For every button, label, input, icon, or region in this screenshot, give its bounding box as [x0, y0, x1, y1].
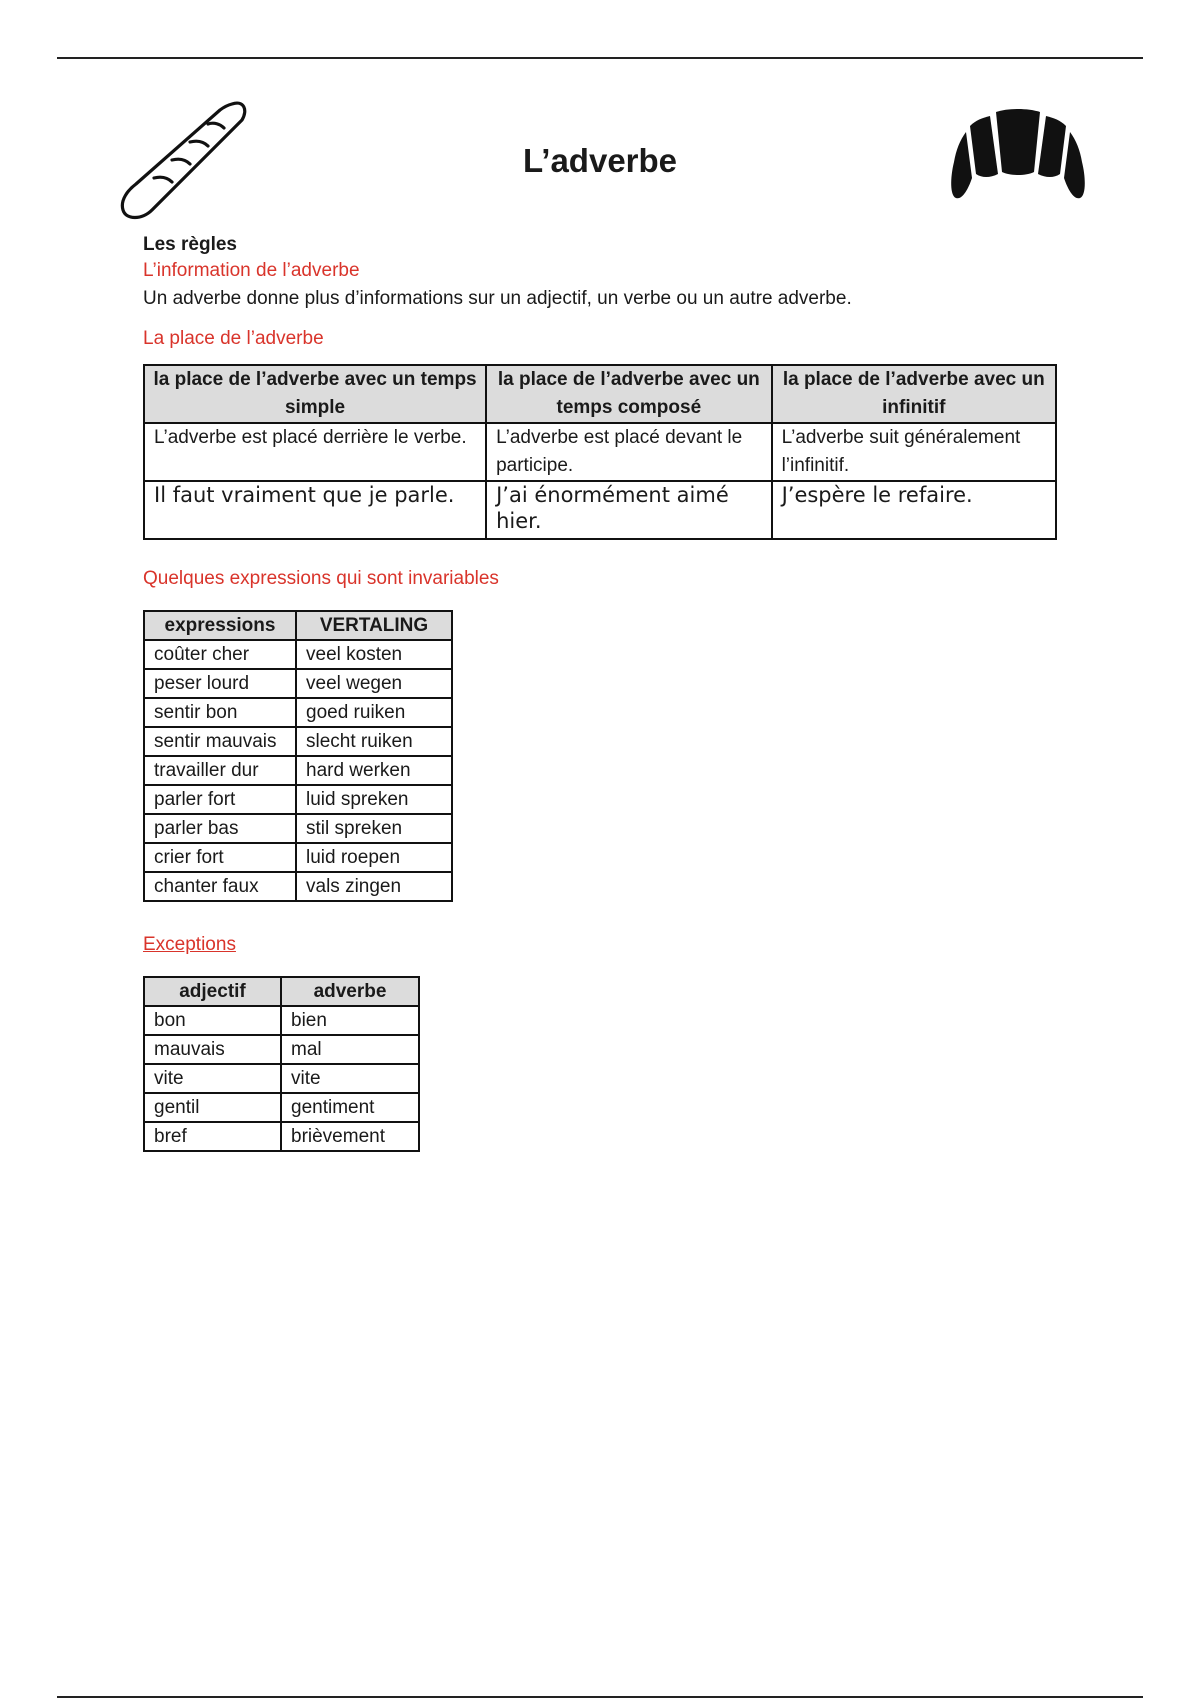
table-cell: L’adverbe est placé devant le participe.	[486, 423, 771, 481]
table-row	[144, 481, 1056, 539]
table-cell: stil spreken	[296, 814, 452, 843]
table-row	[144, 1122, 419, 1151]
table-row	[144, 785, 452, 814]
table-cell: veel wegen	[296, 669, 452, 698]
table-cell: goed ruiken	[296, 698, 452, 727]
table-row	[144, 1093, 419, 1122]
table-row	[144, 843, 452, 872]
table-header-cell: VERTALING	[296, 611, 452, 640]
table-cell: gentiment	[281, 1093, 419, 1122]
table-cell: travailler dur	[144, 756, 296, 785]
info-heading: L’information de l’adverbe	[143, 260, 360, 281]
table-header-row	[144, 365, 1056, 423]
table-header-row	[144, 977, 419, 1006]
table-cell: vite	[144, 1064, 281, 1093]
bottom-rule	[57, 1696, 1143, 1698]
table-row	[144, 423, 1056, 481]
table-cell: chanter faux	[144, 872, 296, 901]
table-cell: gentil	[144, 1093, 281, 1122]
table-cell: hard werken	[296, 756, 452, 785]
table-row	[144, 698, 452, 727]
table-cell: bref	[144, 1122, 281, 1151]
table-cell: coûter cher	[144, 640, 296, 669]
table-cell: mal	[281, 1035, 419, 1064]
table-cell: parler fort	[144, 785, 296, 814]
exceptions-heading: Exceptions	[143, 934, 236, 955]
table-row	[144, 756, 452, 785]
table-cell: crier fort	[144, 843, 296, 872]
example-cell: J’ai énormément aimé hier.	[486, 481, 771, 539]
top-rule	[57, 57, 1143, 59]
table-cell: veel kosten	[296, 640, 452, 669]
table-cell: L’adverbe est placé derrière le verbe.	[144, 423, 486, 481]
table-header-cell: adverbe	[281, 977, 419, 1006]
table-cell: L’adverbe suit généralement l’infinitif.	[772, 423, 1056, 481]
table-cell: sentir mauvais	[144, 727, 296, 756]
table-cell: peser lourd	[144, 669, 296, 698]
example-cell: Il faut vraiment que je parle.	[144, 481, 486, 539]
table-cell: mauvais	[144, 1035, 281, 1064]
table-row	[144, 1006, 419, 1035]
table-row	[144, 1064, 419, 1093]
page-title: L’adverbe	[522, 142, 678, 179]
place-table	[143, 364, 1057, 540]
table-header-cell: adjectif	[144, 977, 281, 1006]
table-cell: slecht ruiken	[296, 727, 452, 756]
table-cell: parler bas	[144, 814, 296, 843]
table-cell: bien	[281, 1006, 419, 1035]
rules-heading: Les règles	[143, 234, 237, 255]
table-row	[144, 669, 452, 698]
table-header-row	[144, 611, 452, 640]
table-header-cell: la place de l’adverbe avec un temps composé	[486, 365, 771, 423]
place-heading: La place de l’adverbe	[143, 328, 324, 349]
table-cell: vals zingen	[296, 872, 452, 901]
example-cell: J’espère le refaire.	[772, 481, 1056, 539]
table-cell: vite	[281, 1064, 419, 1093]
table-cell: bon	[144, 1006, 281, 1035]
table-cell: brièvement	[281, 1122, 419, 1151]
table-cell: luid spreken	[296, 785, 452, 814]
table-row	[144, 814, 452, 843]
table-cell: luid roepen	[296, 843, 452, 872]
table-cell: sentir bon	[144, 698, 296, 727]
table-header-cell: expressions	[144, 611, 296, 640]
table-row	[144, 1035, 419, 1064]
table-header-cell: la place de l’adverbe avec un infinitif	[772, 365, 1056, 423]
table-row	[144, 640, 452, 669]
info-text: Un adverbe donne plus d’informations sur un adjectif, un verbe ou un autre adverbe.	[143, 288, 852, 309]
table-header-cell: la place de l’adverbe avec un temps simple	[144, 365, 486, 423]
table-row	[144, 727, 452, 756]
exceptions-table	[143, 976, 420, 1152]
expressions-table	[143, 610, 453, 902]
table-row	[144, 872, 452, 901]
document-body	[143, 232, 1083, 1152]
expressions-heading: Quelques expressions qui sont invariables	[143, 568, 499, 589]
